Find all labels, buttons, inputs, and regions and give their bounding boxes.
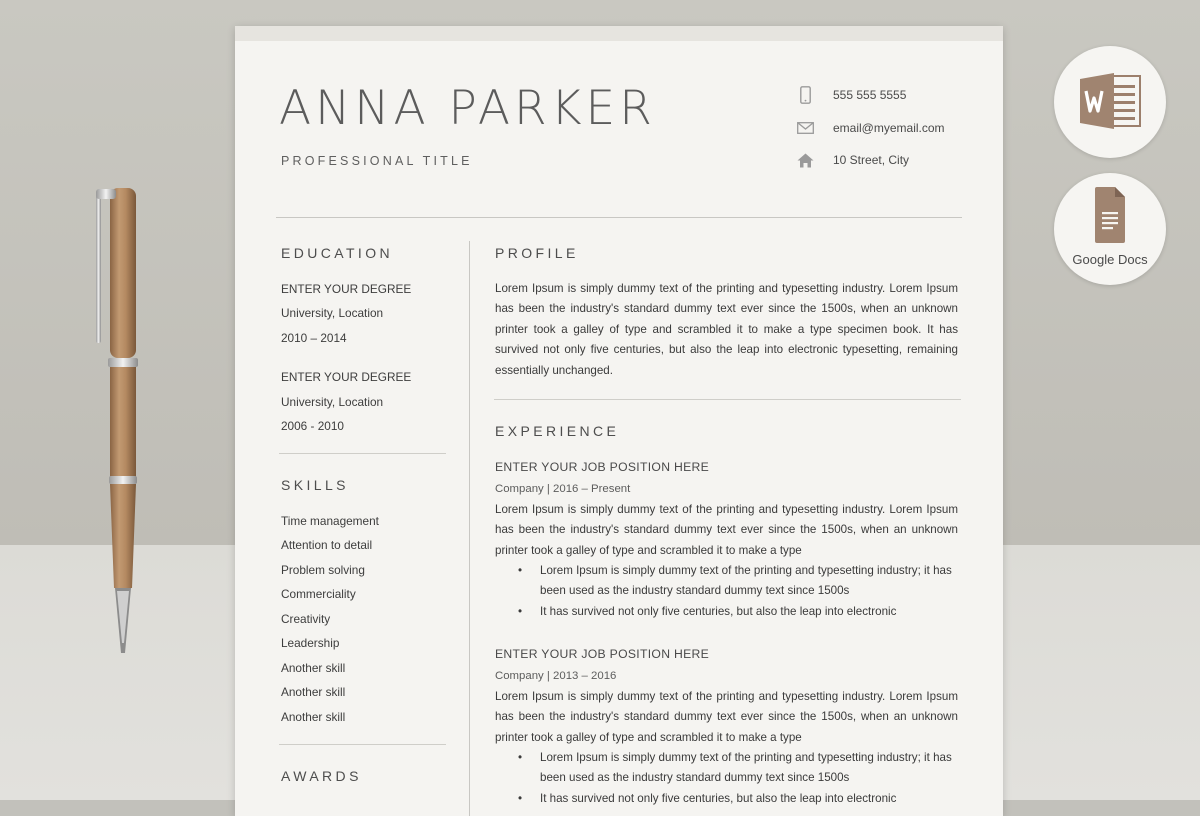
job-bullets — [518, 748, 959, 809]
job-company: Company | 2016 – Present — [495, 483, 631, 495]
skill-item: Time management — [281, 514, 379, 528]
education-years: 2006 - 2010 — [281, 419, 344, 433]
resume-name: ANNA PARKER — [279, 81, 656, 136]
contact-email-row — [795, 118, 945, 138]
job-position: ENTER YOUR JOB POSITION HERE — [495, 460, 710, 474]
professional-title: PROFESSIONAL TITLE — [281, 154, 473, 168]
contact-address-row — [795, 150, 909, 170]
column-divider — [469, 241, 470, 816]
education-school: University, Location — [281, 306, 384, 320]
education-heading: EDUCATION — [281, 245, 394, 261]
profile-divider — [494, 399, 961, 400]
google-docs-label: Google Docs — [1072, 252, 1148, 267]
profile-heading: PROFILE — [495, 245, 579, 261]
skill-item: Problem solving — [281, 563, 365, 577]
header-divider — [276, 217, 962, 218]
job-bullet: • It has survived not only five centuries, but also the leap into electronic — [518, 602, 959, 622]
contact-phone: 555 555 5555 — [833, 88, 907, 102]
resume-page — [235, 26, 1003, 816]
home-icon — [795, 151, 815, 169]
education-years: 2010 – 2014 — [281, 331, 347, 345]
experience-heading: EXPERIENCE — [495, 423, 620, 439]
job-position: ENTER YOUR JOB POSITION HERE — [495, 647, 710, 661]
contact-address: 10 Street, City — [833, 153, 910, 167]
skill-item: Leadership — [281, 636, 340, 650]
education-school: University, Location — [281, 395, 384, 409]
envelope-icon — [795, 119, 815, 137]
skill-item: Another skill — [281, 710, 346, 724]
word-format-badge — [1054, 46, 1166, 158]
skill-item: Another skill — [281, 685, 346, 699]
job-bullet: • Lorem Ipsum is simply dummy text of the printing and typesetting industry; it has been used as the industry standard dummy text since 1500s — [518, 561, 959, 602]
google-docs-format-badge — [1054, 173, 1166, 285]
skills-heading: SKILLS — [281, 477, 349, 493]
skill-item: Another skill — [281, 661, 346, 675]
word-icon — [1080, 72, 1142, 130]
skills-divider — [279, 744, 446, 745]
job-company: Company | 2013 – 2016 — [495, 670, 617, 682]
contact-phone-row — [795, 85, 906, 105]
job-bullet: • Lorem Ipsum is simply dummy text of the printing and typesetting industry; it has been used as the industry standard dummy text since 1500s — [518, 748, 959, 789]
education-divider — [279, 453, 446, 454]
skill-item: Creativity — [281, 612, 331, 626]
contact-email: email@myemail.com — [833, 121, 945, 135]
education-degree: ENTER YOUR DEGREE — [281, 370, 412, 384]
phone-icon — [795, 86, 815, 104]
fountain-pen-image — [88, 183, 148, 663]
job-bullets — [518, 561, 959, 622]
page-top-band — [235, 26, 1003, 41]
job-bullet: • It has survived not only five centuries, but also the leap into electronic — [518, 789, 959, 809]
job-description: Lorem Ipsum is simply dummy text of the printing and typesetting industry. Lorem Ipsum has been the industry's standard dummy text ever since the 1500s, when an unknown printer took a galley of type and scrambled it to make a type — [495, 503, 958, 557]
skill-item: Commerciality — [281, 587, 356, 601]
google-docs-icon — [1095, 187, 1125, 243]
job-description: Lorem Ipsum is simply dummy text of the printing and typesetting industry. Lorem Ipsum has been the industry's standard dummy text ever since the 1500s, when an unknown printer took a galley of type and scrambled it to make a type — [495, 690, 958, 744]
profile-text: Lorem Ipsum is simply dummy text of the printing and typesetting industry. Lorem Ipsum has been the industry's standard dummy text ever since the 1500s, when an unknown printer took a galley of type and scrambled it to make a type specimen book. It has survived not only five centuries, but also the leap into electronic typesetting, remaining essentially unchanged. — [495, 282, 958, 377]
awards-heading: AWARDS — [281, 768, 362, 784]
education-degree: ENTER YOUR DEGREE — [281, 282, 412, 296]
skill-item: Attention to detail — [281, 538, 373, 552]
